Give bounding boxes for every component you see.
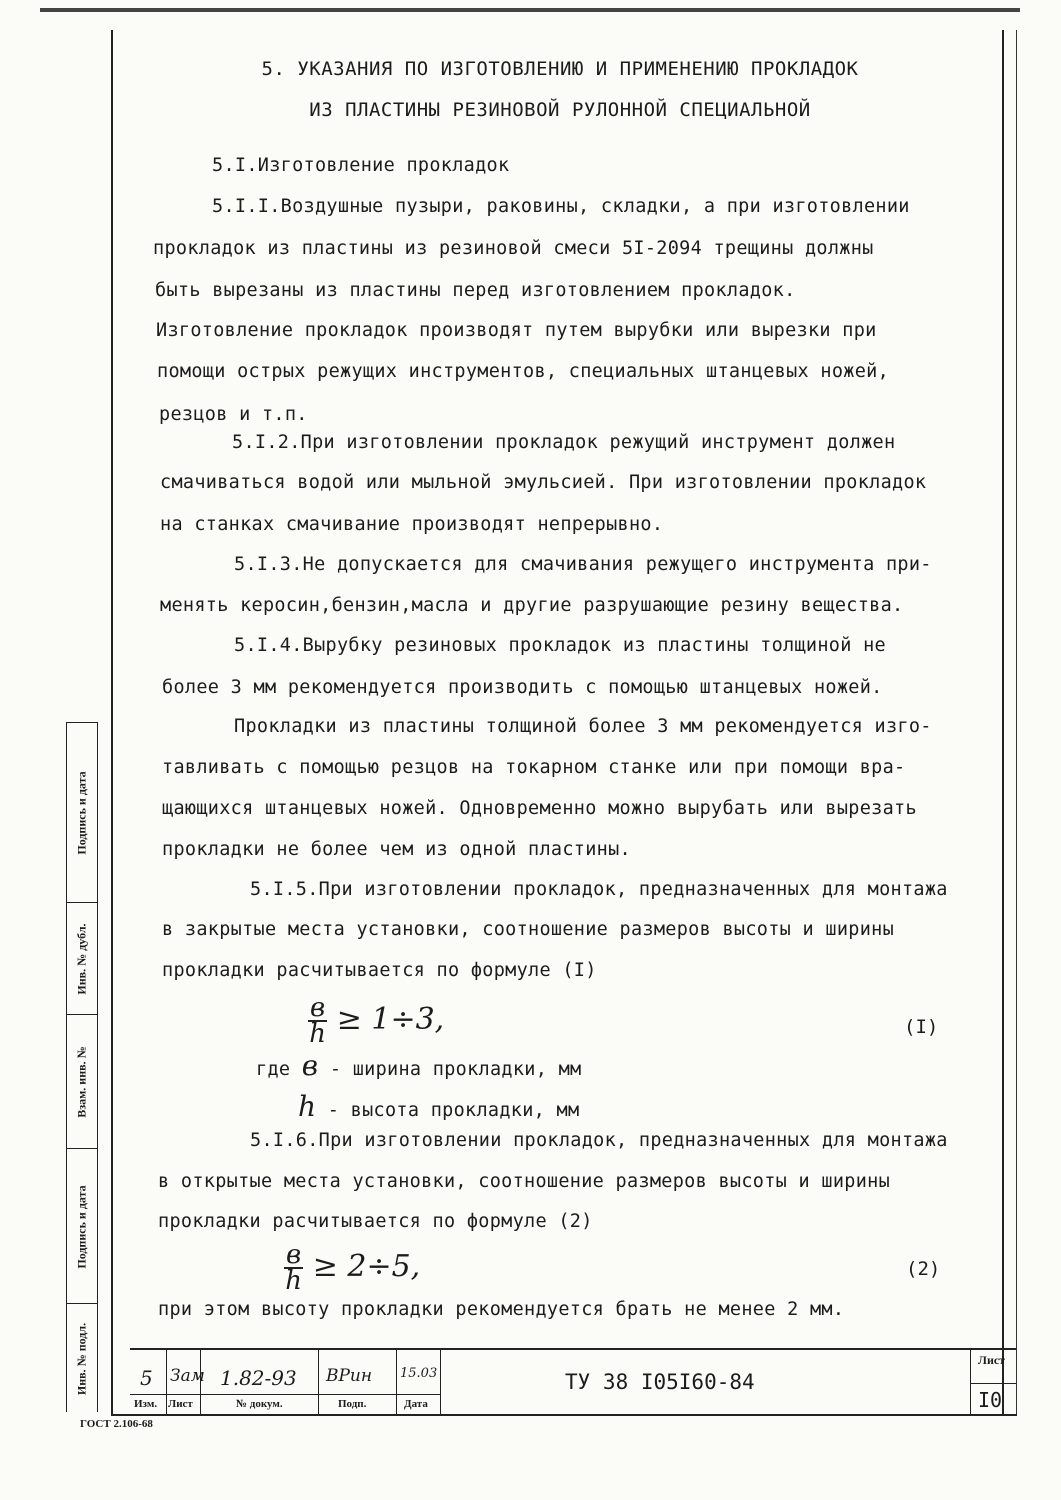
text-line: 5.I.I.Воздушные пузыри, раковины, складки, а при изготовлении <box>212 196 910 217</box>
formula-1-rhs: ≥ 1÷3, <box>336 1002 445 1037</box>
text-line: смачиваться водой или мыльной эмульсией. При изготовлении прокладок <box>160 472 927 493</box>
section-title-line-1: 5. УКАЗАНИЯ ПО ИЗГОТОВЛЕНИЮ И ПРИМЕНЕНИЮ ПРОКЛАДОК <box>261 58 859 80</box>
symbol-h: h <box>298 1090 317 1123</box>
text-line: 5.I.4.Вырубку резиновых прокладок из пластины толщиной не <box>234 635 886 656</box>
sidebar-cell-replace-inv <box>67 1014 97 1149</box>
formula-1-fraction <box>308 993 327 1049</box>
section-title-line-2: ИЗ ПЛАСТИНЫ РЕЗИНОВОЙ РУЛОННОЙ СПЕЦИАЛЬНОЙ <box>309 99 811 121</box>
rev-doc: 1.82-93 <box>220 1366 297 1390</box>
rev-list: Зам <box>170 1366 205 1386</box>
left-sidebar-stamp <box>66 722 98 1412</box>
text-line: прокладки не более чем из одной пластины. <box>162 839 631 860</box>
formula-2-rhs: ≥ 2÷5, <box>312 1249 421 1284</box>
where-h-description: - высота прокладки, мм <box>327 1100 580 1121</box>
text-line: более 3 мм рекомендуется производить с помощью штанцевых ножей. <box>162 677 883 698</box>
text-line: быть вырезаны из пластины перед изготовлением прокладок. <box>155 280 796 301</box>
frame-left-border <box>111 30 113 1415</box>
sidebar-cell-signature-date-2 <box>67 1148 97 1304</box>
where-prefix: где <box>256 1059 291 1080</box>
symbol-b: в <box>301 1049 319 1082</box>
text-line: на станках смачивание производят непрерывно. <box>160 514 664 535</box>
formula-2-number: (2) <box>906 1258 941 1280</box>
text-line: менять керосин,бензин,масла и другие разрушающие резину вещества. <box>160 595 904 616</box>
formula-1-number: (I) <box>904 1016 939 1038</box>
text-line: 5.I.3.Не допускается для смачивания режущего инструмента при- <box>234 554 932 575</box>
sheet-number: I0 <box>978 1388 1003 1412</box>
sheet-box-divider <box>970 1383 1016 1384</box>
formula-2-numerator: в <box>286 1240 302 1270</box>
sidebar-label: Инв. № подл. <box>74 1322 89 1395</box>
formula-2-fraction <box>284 1240 303 1296</box>
text-line: 5.I.2.При изготовлении прокладок режущий инструмент должен <box>232 432 896 453</box>
subsection-heading: 5.I.Изготовление прокладок <box>212 155 510 176</box>
sidebar-label: Подпись и дата <box>74 771 89 855</box>
formula-1 <box>308 993 445 1049</box>
rev-izm: 5 <box>140 1366 153 1390</box>
sidebar-label: Взам. инв. № <box>74 1046 89 1118</box>
rev-signature: ВРин <box>326 1366 373 1386</box>
text-line: при этом высоту прокладки рекомендуется брать не менее 2 мм. <box>158 1299 845 1320</box>
text-line: прокладки расчитывается по формуле (I) <box>162 960 597 981</box>
rev-date: 15.03 <box>400 1366 438 1381</box>
text-line: тавливать с помощью резцов на токарном станке или при помощи вра- <box>162 757 906 778</box>
sheet-label: Лист <box>978 1353 1006 1367</box>
sidebar-cell-orig-inv <box>67 1303 97 1413</box>
text-line: Прокладки из пластины толщиной более 3 мм рекомендуется изго- <box>234 716 932 737</box>
document-code: ТУ 38 I05I60-84 <box>565 1370 755 1394</box>
text-line: щающихся штанцевых ножей. Одновременно можно вырубать или вырезать <box>162 798 917 819</box>
formula-2-denominator: h <box>285 1266 302 1296</box>
frame-right-border-outer <box>1016 30 1017 1415</box>
sidebar-label: Подпись и дата <box>74 1184 89 1269</box>
sidebar-label: Инв. № дубл. <box>74 923 89 995</box>
tb-row-divider <box>130 1394 440 1395</box>
text-line: резцов и т.п. <box>159 404 308 425</box>
label-doc: № докум. <box>236 1398 283 1410</box>
text-line: 5.I.5.При изготовлении прокладок, предназначенных для монтажа <box>250 879 948 900</box>
where-b-description: - ширина прокладки, мм <box>329 1059 582 1080</box>
gost-footer: ГОСТ 2.106-68 <box>80 1418 153 1430</box>
where-h-line <box>298 1090 579 1123</box>
text-line: помощи острых режущих инструментов, специальных штанцевых ножей, <box>157 361 890 382</box>
where-b-line <box>256 1049 581 1082</box>
text-line: в открытые места установки, соотношение размеров высоты и ширины <box>158 1171 891 1192</box>
text-line: прокладок из пластины из резиновой смеси 5I-2094 трещины должны <box>153 238 874 259</box>
label-izm: Изм. <box>134 1398 158 1410</box>
text-line: в закрытые места установки, соотношение размеров высоты и ширины <box>162 919 895 940</box>
formula-1-numerator: в <box>310 993 326 1023</box>
text-line: 5.I.6.При изготовлении прокладок, предназначенных для монтажа <box>250 1130 948 1151</box>
label-list: Лист <box>168 1398 193 1410</box>
formula-2 <box>284 1240 421 1296</box>
formula-1-denominator: h <box>309 1019 326 1049</box>
sidebar-cell-dup-inv <box>67 902 97 1015</box>
text-line: прокладки расчитывается по формуле (2) <box>158 1211 593 1232</box>
text-line: Изготовление прокладок производят путем вырубки или вырезки при <box>156 320 877 341</box>
label-podp: Подп. <box>338 1398 367 1410</box>
top-edge-line <box>40 8 1020 12</box>
frame-right-border <box>1002 30 1004 1415</box>
label-date: Дата <box>404 1398 428 1410</box>
sidebar-cell-signature-date <box>67 722 97 903</box>
